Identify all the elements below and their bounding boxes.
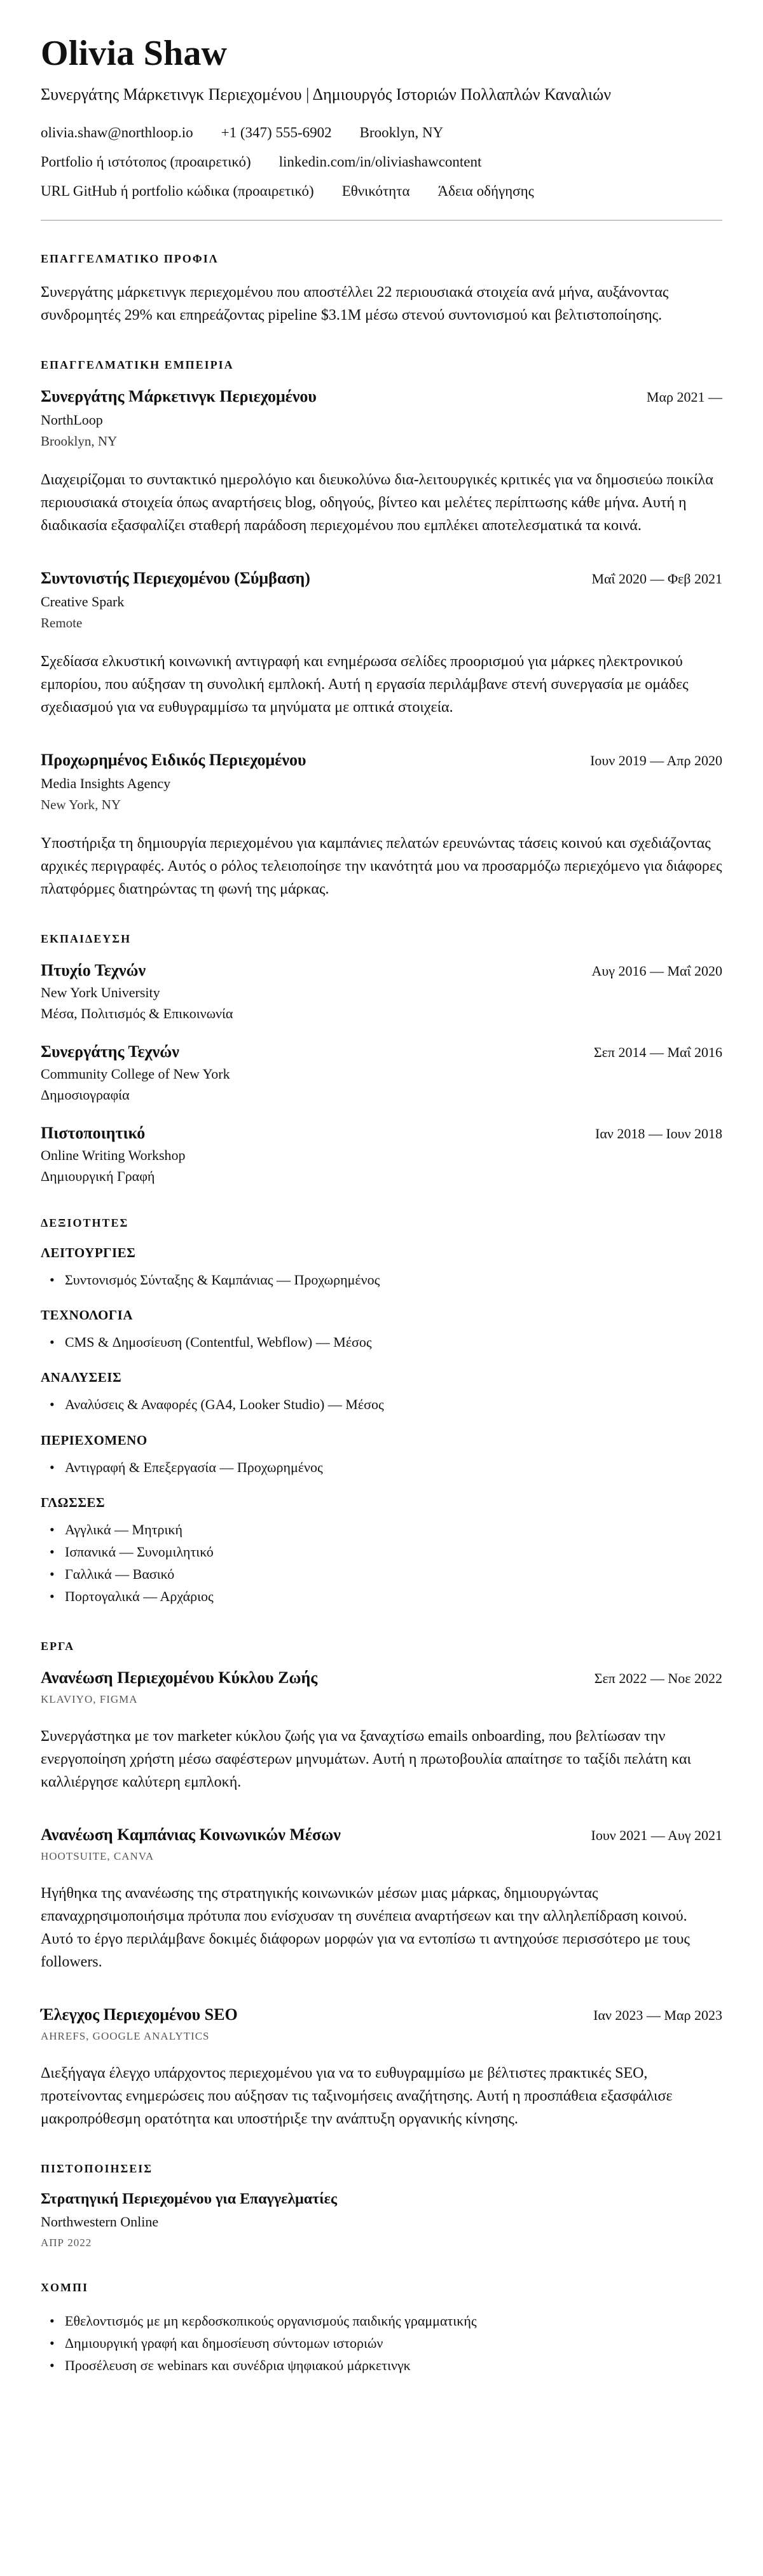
project-dates: Ιαν 2023 — Μαρ 2023 — [593, 2007, 722, 2023]
education-field: Δημιουργική Γραφή — [41, 1168, 155, 1184]
job-head — [41, 751, 722, 770]
job-title: Συνεργάτης Μάρκετινγκ Περιεχομένου — [41, 387, 317, 405]
job-entry — [41, 387, 722, 537]
education-head — [41, 1124, 722, 1143]
education-field: Δημοσιογραφία — [41, 1087, 130, 1103]
education-degree: Πιστοποιητικό — [41, 1124, 146, 1142]
language-item: • Πορτογαλικά — Αρχάριος — [50, 1585, 722, 1607]
profile-text: Συνεργάτης μάρκετινγκ περιεχομένου που αποστέλλει 22 περιουσιακά στοιχεία ανά μήνα, αυξάνοντας συνδρομητές 29% και επηρεάζοντας pipeline $3.1M μέσω στενού συντονισμού και βελτιστοποίησης. — [41, 284, 669, 324]
section-hobbies — [41, 2281, 722, 2377]
skill-group-label: ΓΛΩΣΣΕΣ — [41, 1494, 106, 1510]
skill-list — [41, 1269, 722, 1291]
contact-phone: +1 (347) 555-6902 — [221, 125, 332, 140]
project-entry — [41, 1825, 722, 1973]
skill-group — [41, 1433, 722, 1478]
job-dates: Μαΐ 2020 — Φεβ 2021 — [591, 571, 722, 587]
contact-github: URL GitHub ή portfolio κώδικα (προαιρετικό) — [41, 183, 314, 199]
section-skills — [41, 1216, 722, 1608]
hobby-item: • Εθελοντισμός με μη κερδοσκοπικούς οργανισμούς παιδικής γραμματικής — [50, 2310, 722, 2332]
project-entry — [41, 1668, 722, 1794]
skill-list — [41, 1393, 722, 1415]
skill-group — [41, 1307, 722, 1353]
job-location: New York, NY — [41, 797, 121, 812]
education-degree: Πτυχίο Τεχνών — [41, 961, 146, 979]
section-profile — [41, 252, 722, 327]
contact-driving-license: Άδεια οδήγησης — [437, 183, 534, 199]
projects-heading: ΕΡΓΑ — [41, 1639, 75, 1653]
project-tools: KLAVIYO, FIGMA — [41, 1693, 138, 1705]
contact-linkedin: linkedin.com/in/oliviashawcontent — [278, 154, 482, 170]
certification-entry — [41, 2191, 722, 2249]
job-company: NorthLoop — [41, 412, 103, 428]
skill-group-label: ΑΝΑΛΥΣΕΙΣ — [41, 1370, 122, 1386]
project-tools: HOOTSUITE, CANVA — [41, 1850, 155, 1862]
education-heading: ΕΚΠΑΙΔΕΥΣΗ — [41, 932, 132, 945]
section-certifications — [41, 2162, 722, 2249]
job-description: Σχεδίασα ελκυστική κοινωνική αντιγραφή και ενημέρωσα σελίδες προορισμού για μάρκες ηλεκτρονικού εμπορίου, που αύξησαν τη συνολική εμπλοκή. Αυτή η εργασία περιλάμβανε στενή συνεργασία με ομάδες σχεδιασμού για να ευθυγραμμίσω τα μηνύματα με οπτικά στοιχεία. — [41, 653, 689, 716]
language-item: • Ισπανικά — Συνομιλητικό — [50, 1541, 722, 1563]
job-company: Creative Spark — [41, 594, 125, 610]
project-head — [41, 1668, 722, 1687]
contact-location: Brooklyn, NY — [359, 125, 444, 140]
section-education — [41, 932, 722, 1185]
skill-item: • Συντονισμός Σύνταξης & Καμπάνιας — Προχωρημένος — [50, 1269, 722, 1291]
certifications-heading: ΠΙΣΤΟΠΟΙΗΣΕΙΣ — [41, 2162, 153, 2175]
job-dates: Ιουν 2019 — Απρ 2020 — [590, 753, 722, 768]
hobby-item: • Δημιουργική γραφή και δημοσίευση σύντομων ιστοριών — [50, 2332, 722, 2354]
contact-nationality: Εθνικότητα — [341, 183, 410, 199]
project-entry — [41, 2005, 722, 2130]
candidate-name: Olivia Shaw — [41, 34, 228, 73]
skill-list — [41, 1331, 722, 1353]
education-entry — [41, 961, 722, 1022]
section-experience — [41, 358, 722, 901]
job-location: Remote — [41, 615, 83, 630]
certification-date: ΑΠΡ 2022 — [41, 2236, 92, 2249]
section-projects — [41, 1640, 722, 2130]
certification-org: Northwestern Online — [41, 2213, 159, 2230]
profile-heading: ΕΠΑΓΓΕΛΜΑΤΙΚΟ ΠΡΟΦΙΛ — [41, 252, 219, 265]
certification-title: Στρατηγική Περιεχομένου για Επαγγελματίες — [41, 2190, 338, 2207]
education-school: Community College of New York — [41, 1066, 230, 1082]
contact-row-1 — [41, 125, 722, 141]
job-description: Υποστήριξα τη δημιουργία περιεχομένου για καμπάνιες πελατών ερευνώντας τάσεις κοινού και σχεδιάζοντας αρχικές περιγραφές. Αυτός ο ρόλος τελειοποίησε την ικανότητά μου να προσαρμόζω περιεχόμενο για διάφορες πλατφόρμες διατηρώντας τη φωνή της μάρκας. — [41, 835, 722, 897]
header-divider — [41, 220, 722, 221]
education-school: New York University — [41, 985, 160, 1000]
education-field: Μέσα, Πολιτισμός & Επικοινωνία — [41, 1005, 233, 1021]
job-entry — [41, 569, 722, 719]
resume-header — [41, 33, 722, 221]
contact-portfolio: Portfolio ή ιστότοπος (προαιρετικό) — [41, 154, 251, 170]
job-location: Brooklyn, NY — [41, 433, 118, 449]
education-entry — [41, 1042, 722, 1103]
project-dates: Ιουν 2021 — Αυγ 2021 — [591, 1827, 722, 1843]
job-entry — [41, 751, 722, 901]
skills-heading: ΔΕΞΙΟΤΗΤΕΣ — [41, 1216, 129, 1229]
education-head — [41, 1042, 722, 1061]
skill-item: • CMS & Δημοσίευση (Contentful, Webflow) — Μέσος — [50, 1331, 722, 1353]
education-dates: Ιαν 2018 — Ιουν 2018 — [595, 1126, 722, 1141]
hobbies-heading: ΧΟΜΠΙ — [41, 2280, 88, 2294]
education-degree: Συνεργάτης Τεχνών — [41, 1042, 179, 1061]
contact-email: olivia.shaw@northloop.io — [41, 125, 193, 140]
project-description: Ηγήθηκα της ανανέωσης της στρατηγικής κοινωνικών μέσων μιας μάρκας, δημιουργώντας επαναχρησιμοποιήσιμα πρότυπα που ενίσχυσαν τη συνέπεια αναρτήσεων και την αλληλεπίδραση κοινού. Αυτό το έργο περιλάμβανε δοκιμές διάφορων μορφών για να εντοπίσω τι αντηχούσε περισσότερο με τους followers. — [41, 1884, 690, 1970]
education-school: Online Writing Workshop — [41, 1147, 186, 1163]
job-head — [41, 569, 722, 588]
experience-heading: ΕΠΑΓΓΕΛΜΑΤΙΚΗ ΕΜΠΕΙΡΙΑ — [41, 358, 234, 371]
hobby-list — [41, 2310, 722, 2377]
job-title: Προχωρημένος Ειδικός Περιεχομένου — [41, 751, 306, 769]
skill-group — [41, 1245, 722, 1291]
language-item: • Αγγλικά — Μητρική — [50, 1518, 722, 1541]
education-dates: Σεπ 2014 — Μαΐ 2016 — [593, 1044, 722, 1060]
contact-row-3 — [41, 183, 722, 200]
skill-group-languages — [41, 1495, 722, 1608]
candidate-tagline: Συνεργάτης Μάρκετινγκ Περιεχομένου | Δημιουργός Ιστοριών Πολλαπλών Καναλιών — [41, 85, 611, 104]
job-description: Διαχειρίζομαι το συντακτικό ημερολόγιο και διευκολύνω δια-λειτουργικές κριτικές για να δημοσιεύω ποικίλα περιουσιακά στοιχεία όπως αναρτήσεις blog, οδηγούς, βίντεο και μελέτες περίπτωσης κάθε μήνα. Αυτή η διαδικασία εξασφαλίζει σταθερή παράδοση περιεχομένου που εμπλέκει αποτελεσματικά τα κοινά. — [41, 472, 713, 534]
project-tools: AHREFS, GOOGLE ANALYTICS — [41, 2029, 210, 2042]
hobby-item: • Προσέλευση σε webinars και συνέδρια ψηφιακού μάρκετινγκ — [50, 2354, 722, 2376]
project-title: Έλεγχος Περιεχομένου SEO — [41, 2005, 238, 2024]
language-item: • Γαλλικά — Βασικό — [50, 1563, 722, 1585]
job-title: Συντονιστής Περιεχομένου (Σύμβαση) — [41, 569, 310, 587]
project-title: Ανανέωση Περιεχομένου Κύκλου Ζωής — [41, 1668, 318, 1687]
education-dates: Αυγ 2016 — Μαΐ 2020 — [591, 963, 722, 979]
job-head — [41, 387, 722, 406]
skill-group-label: ΠΕΡΙΕΧΟΜΕΝΟ — [41, 1432, 148, 1448]
project-description: Συνεργάστηκα με τον marketer κύκλου ζωής για να ξαναχτίσω emails onboarding, που βελτίωσαν την ενεργοποίηση χρήστη μέσω σαφέστερων μηνυμάτων. Αυτή η πρωτοβουλία απαίτησε το ταξίδι πελάτη και καλλιέργησε καλύτερη εμπλοκή. — [41, 1728, 691, 1790]
job-dates: Μαρ 2021 — — [646, 389, 722, 405]
contact-row-2 — [41, 154, 722, 170]
skill-item: • Αναλύσεις & Αναφορές (GA4, Looker Studio) — Μέσος — [50, 1393, 722, 1415]
skill-list — [41, 1456, 722, 1478]
project-head — [41, 2005, 722, 2024]
project-description: Διεξήγαγα έλεγχο υπάρχοντος περιεχομένου για να το ευθυγραμμίσω με βέλτιστες πρακτικές SEO, προτείνοντας ενημερώσεις που αύξησαν τις ταξινομήσεις αναζήτησης. Αυτή η προσπάθεια εξασφάλισε μακροπρόθεσμη ορατότητα και υποστήριξε την ανάπτυξη οργανικής κίνησης. — [41, 2064, 673, 2127]
education-entry — [41, 1124, 722, 1185]
skill-group — [41, 1370, 722, 1415]
project-title: Ανανέωση Καμπάνιας Κοινωνικών Μέσων — [41, 1825, 341, 1844]
skill-item: • Αντιγραφή & Επεξεργασία — Προχωρημένος — [50, 1456, 722, 1478]
project-head — [41, 1825, 722, 1844]
project-dates: Σεπ 2022 — Νοε 2022 — [594, 1670, 722, 1686]
language-list — [41, 1518, 722, 1608]
skill-group-label: ΤΕΧΝΟΛΟΓΙΑ — [41, 1307, 134, 1323]
education-head — [41, 961, 722, 980]
skill-group-label: ΛΕΙΤΟΥΡΓΙΕΣ — [41, 1245, 136, 1260]
job-company: Media Insights Agency — [41, 775, 171, 791]
